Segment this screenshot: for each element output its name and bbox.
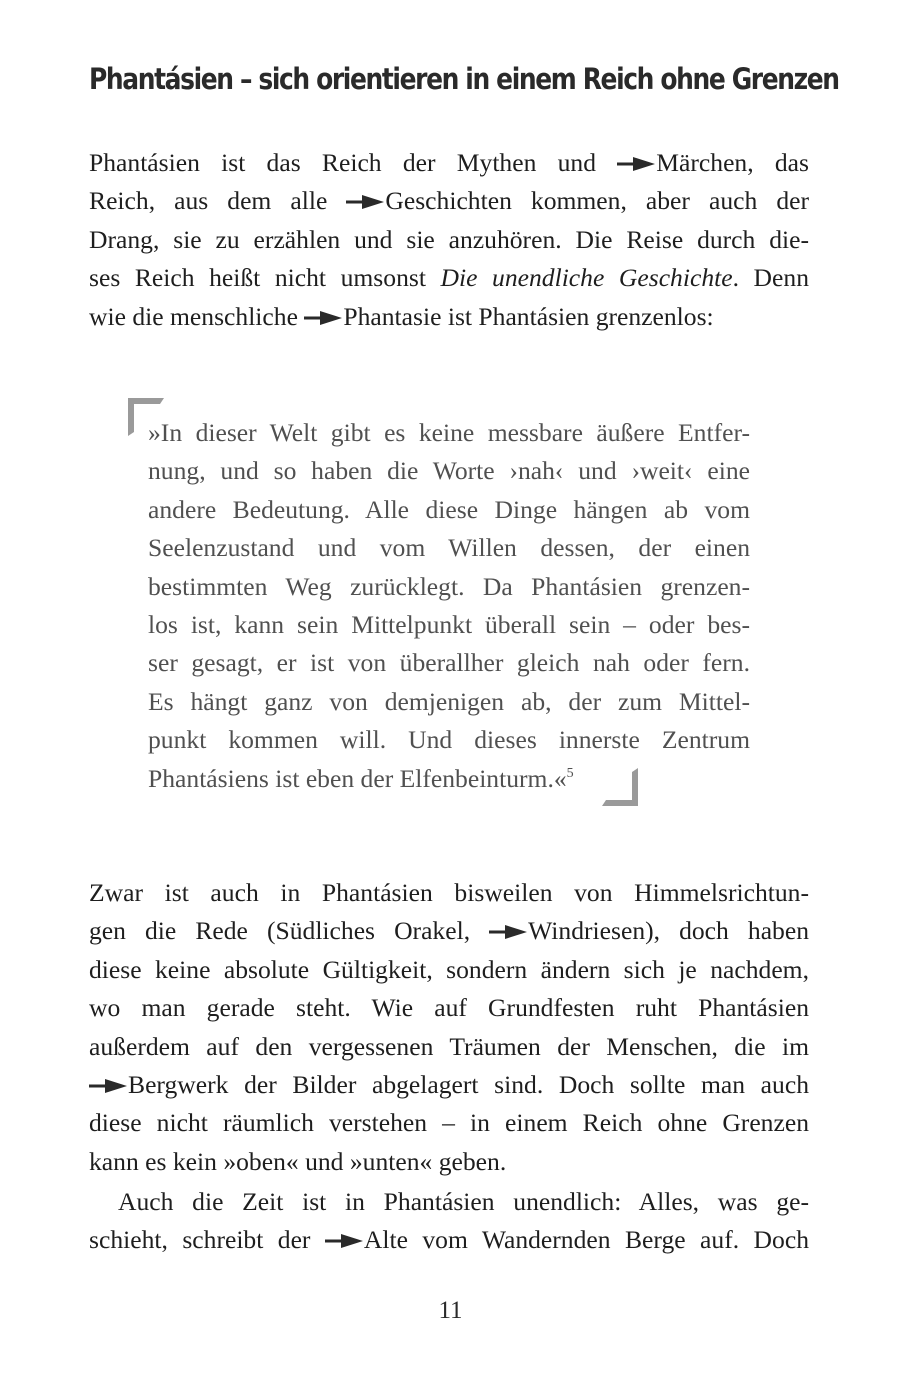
quote-line: ser gesagt, er ist von überallher gleich nah oder fern.: [148, 648, 750, 678]
cross-reference-arrow-icon: [325, 1234, 363, 1248]
quote-line: nung, und so haben die Worte ›nah‹ und ›weit‹ eine: [148, 456, 750, 486]
cross-reference-arrow-icon: [489, 925, 527, 939]
section-heading: Phantásien – sich orientieren in einem Reich ohne Grenzen: [89, 62, 839, 96]
cross-reference-arrow-icon: [89, 1079, 127, 1093]
quote-line: Seelenzustand und vom Willen dessen, der einen: [148, 533, 750, 563]
text-line: kann es kein »oben« und »unten« geben.: [89, 1146, 507, 1176]
quote-line: Phantásiens ist eben der Elfenbeinturm.«$^5$: [148, 763, 574, 793]
quote-line: los ist, kann sein Mittelpunkt überall sein – oder bes-: [148, 609, 750, 639]
quote-line: Es hängt ganz von demjenigen ab, der zum Mittel-: [148, 686, 750, 716]
text-line: wie die menschliche Phantasie ist Phantásien grenzenlos:: [89, 301, 714, 331]
paragraph-time: [89, 1183, 809, 1260]
text-line: wo man gerade steht. Wie auf Grundfesten ruht Phantásien: [89, 993, 809, 1023]
text-line: Drang, sie zu erzählen und sie anzuhören. Die Reise durch die-: [89, 224, 809, 254]
book-title: Die unendliche Geschichte: [440, 263, 733, 293]
quote-text: [148, 414, 750, 798]
text-line: diese keine absolute Gültigkeit, sondern ändern sich je nachdem,: [89, 954, 809, 984]
block-quote: [128, 398, 750, 810]
cross-reference-arrow-icon: [346, 195, 384, 209]
text-line: Phantásien ist das Reich der Mythen und Märchen, das: [89, 148, 809, 177]
text-line: Reich, aus dem alle Geschichten kommen, aber auch der: [89, 186, 809, 216]
text-line: Bergwerk der Bilder abgelagert sind. Doch sollte man auch: [89, 1066, 809, 1104]
text-line: Zwar ist auch in Phantásien bisweilen von Himmelsrichtun-: [89, 878, 809, 907]
quote-line: punkt kommen will. Und dieses innerste Zentrum: [148, 725, 750, 755]
quote-close-corner-icon: [598, 766, 638, 806]
quote-line: bestimmten Weg zurücklegt. Da Phantásien grenzen-: [148, 571, 750, 601]
text-line: schieht, schreibt der Alte vom Wandernden Berge auf. Doch: [89, 1225, 809, 1255]
cross-reference-arrow-icon: [304, 311, 342, 325]
page-number: 11: [438, 1297, 463, 1324]
text-line: diese nicht räumlich verstehen – in einem Reich ohne Grenzen: [89, 1108, 809, 1138]
paragraph-directions: [89, 874, 809, 1181]
footnote-marker: 5: [566, 765, 574, 781]
quote-line: andere Bedeutung. Alle diese Dinge hängen ab vom: [148, 494, 750, 524]
text-line: gen die Rede (Südliches Orakel, Windriesen), doch haben: [89, 916, 810, 946]
text-line: außerdem auf den vergessenen Träumen der Menschen, die im: [89, 1031, 809, 1061]
cross-reference-arrow-icon: [617, 157, 655, 171]
paragraph-intro: [89, 144, 809, 336]
text-line: Auch die Zeit ist in Phantásien unendlich: Alles, was ge-: [118, 1187, 809, 1216]
text-line: ses Reich heißt nicht umsonst Die unendliche Geschichte. Denn: [89, 263, 809, 293]
quote-line: »In dieser Welt gibt es keine messbare äußere Entfer-: [148, 418, 750, 447]
